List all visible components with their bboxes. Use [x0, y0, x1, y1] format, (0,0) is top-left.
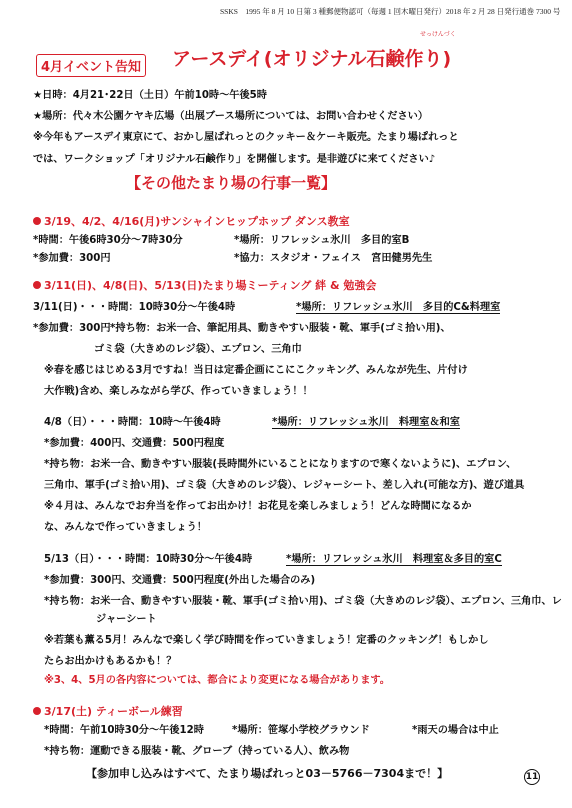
- event2-day3-note2: たらお出かけもあるかも！？: [44, 656, 177, 667]
- earthday-note-line2: では、ワークショップ「オリジナル石鹸作り」を開催します。是非遊びに来てください♪: [33, 154, 436, 165]
- event3-time: *時間：午前10時30分～午後12時: [44, 725, 204, 736]
- event3-items: *持ち物：運動できる服装・靴、グローブ（持っている人）、飲み物: [44, 746, 350, 757]
- event2-day2-place: *場所：リフレッシュ氷川 料理室＆和室: [272, 413, 460, 429]
- others-title: 【その他たまり場の行事一覧】: [126, 174, 337, 192]
- event2-day2-note2: な、みんなで作っていきましょう！: [44, 522, 207, 533]
- event2-day3-items: *持ち物：お米一合、動きやすい服装・靴、軍手(ゴミ拾い用)、ゴミ袋（大きめのレジ袋）、エプロン、三角巾、レ: [44, 596, 562, 607]
- event2-day2-items: *持ち物：お米一合、動きやすい服装(長時間外にいることになりますので寒くないように)、エプロン、: [44, 459, 517, 470]
- earthday-note-line1: ※今年もアースデイ東京にて、おかし屋ぱれっとのクッキー＆ケーキ販売。たまり場ぱれっと: [33, 132, 459, 143]
- event1-place: *場所：リフレッシュ氷川 多目的室B: [234, 235, 410, 246]
- event2-heading-text: 3/11(日)、4/8(日)、5/13(日)たまり場ミーティング 絆 & 勉強会: [44, 279, 377, 292]
- event2-day1-time: 3/11(日)・・・時間：10時30分～午後4時: [33, 302, 236, 313]
- title-ruby: せっけんづく: [420, 31, 456, 38]
- event2-day1-note2: 大作戦)含め、楽しみながら学び、作っていきましょう！！: [44, 386, 313, 397]
- bullet-dot-icon: [33, 217, 41, 225]
- event-tag: 4月イベント告知: [36, 54, 146, 77]
- masthead-line: SSKS 1995 年 8 月 10 日第 3 種郵便物認可（毎週 1 回木曜日発行）2018 年 2 月 28 日発行通巻 7300 号: [220, 7, 561, 16]
- event1-fee: *参加費：300円: [33, 253, 111, 264]
- event2-day1-note1: ※春を感じはじめる3月ですね！当日は定番企画にこにこクッキング、みんなが先生、片付け: [44, 365, 468, 376]
- page-number: 11: [524, 769, 540, 785]
- apply-contact: 【参加申し込みはすべて、たまり場ぱれっと03－5766－7304まで！】: [86, 767, 449, 780]
- event2-day2-note1: ※４月は、みんなでお弁当を作ってお出かけ！お花見を楽しみましょう！どんな時間になるか: [44, 501, 472, 512]
- bullet-dot-icon: [33, 281, 41, 289]
- event2-day1-fee: *参加費：300円: [33, 323, 111, 334]
- event2-day3-place: *場所：リフレッシュ氷川 料理室＆多目的室C: [286, 550, 502, 566]
- earthday-place: ★場所：代々木公園ケヤキ広場（出展ブース場所については、お問い合わせください）: [33, 111, 429, 122]
- event1-time: *時間：午後6時30分～7時30分: [33, 235, 183, 246]
- event2-day3-time: 5/13（日）・・・時間：10時30分～午後4時: [44, 554, 253, 565]
- event1-heading: [33, 213, 350, 229]
- event2-day2-items2: 三角巾、軍手(ゴミ拾い用)、ゴミ袋（大きめのレジ袋）、レジャーシート、差し入れ(可能な方)、遊び道具: [44, 480, 525, 491]
- event2-day3-items2: ジャーシート: [96, 614, 157, 625]
- event3-place: *場所：笹塚小学校グラウンド: [232, 725, 370, 736]
- earthday-date: ★日時：4月21･22日（土日）午前10時～午後5時: [33, 90, 267, 101]
- event1-heading-text: 3/19、4/2、4/16(月)サンシャインヒップホップ ダンス教室: [44, 215, 350, 228]
- bullet-dot-icon: [33, 707, 41, 715]
- event1-coop: *協力：スタジオ・フェイス 宮田健男先生: [234, 253, 433, 264]
- event2-heading: [33, 277, 376, 293]
- event3-heading: [33, 703, 183, 719]
- event2-day1-items2: ゴミ袋（大きめのレジ袋）、エプロン、三角巾: [94, 344, 302, 355]
- event2-day1-place: *場所：リフレッシュ氷川 多目的C&料理室: [296, 298, 500, 314]
- event3-heading-text: 3/17(土) ティーボール練習: [44, 705, 183, 718]
- event2-day1-items: *持ち物：お米一合、筆記用具、動きやすい服装・靴、軍手(ゴミ拾い用)、: [110, 323, 451, 334]
- event2-day2-fee: *参加費：400円、交通費：500円程度: [44, 438, 225, 449]
- event2-day3-note1: ※若葉も薫る5月！みんなで楽しく学び時間を作っていきましょう！定番のクッキング！もしかし: [44, 635, 489, 646]
- event2-day2-time: 4/8（日）・・・時間：10時～午後4時: [44, 417, 221, 428]
- schedule-change-notice: ※3、4、5月の各内容については、都合により変更になる場合があります。: [44, 675, 390, 686]
- event2-day3-fee: *参加費：300円、交通費：500円程度(外出した場合のみ): [44, 575, 316, 586]
- event3-rain: *雨天の場合は中止: [412, 725, 499, 736]
- earthday-title: アースデイ(オリジナル石鹸作り): [172, 48, 452, 70]
